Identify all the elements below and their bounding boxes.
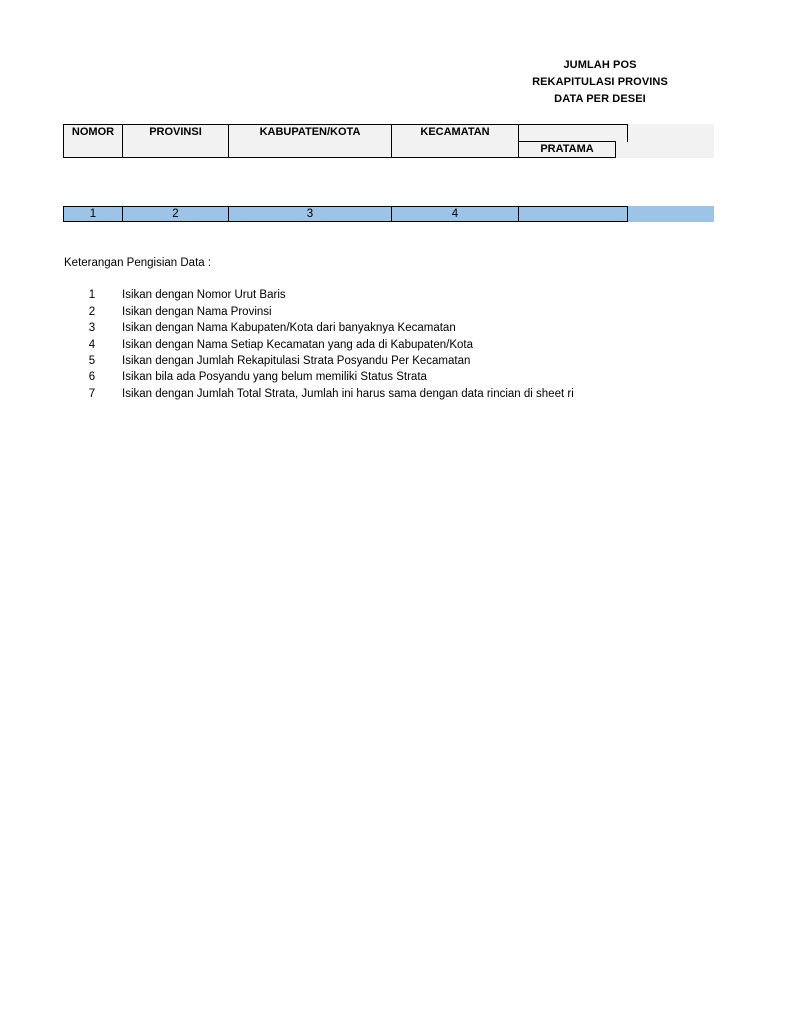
note-text: Isikan bila ada Posyandu yang belum memiliki Status Strata <box>122 371 427 383</box>
header-provinsi[interactable]: PROVINSI <box>122 124 229 158</box>
header-band <box>614 124 714 158</box>
title-line-3: DATA PER DESEI <box>554 93 646 105</box>
note-number: 4 <box>88 339 96 351</box>
note-number: 6 <box>88 371 96 383</box>
colnum-1[interactable]: 1 <box>63 206 123 222</box>
colnum-5[interactable] <box>518 206 628 222</box>
note-number: 5 <box>88 355 96 367</box>
notes-title: Keterangan Pengisian Data : <box>64 257 212 269</box>
number-band <box>614 206 714 222</box>
note-text: Isikan dengan Nama Provinsi <box>122 306 272 318</box>
header-nomor[interactable]: NOMOR <box>63 124 123 158</box>
header-kecamatan[interactable]: KECAMATAN <box>391 124 519 158</box>
note-text: Isikan dengan Nomor Urut Baris <box>122 289 286 301</box>
note-number: 1 <box>88 289 96 301</box>
note-text: Isikan dengan Jumlah Total Strata, Jumlah ini harus sama dengan data rincian di sheet ri <box>122 388 574 400</box>
title-line-1: JUMLAH POS <box>563 59 637 71</box>
note-number: 2 <box>88 306 96 318</box>
header-pratama[interactable]: PRATAMA <box>518 141 616 158</box>
header-strata-group[interactable] <box>518 124 628 142</box>
colnum-4[interactable]: 4 <box>391 206 519 222</box>
note-text: Isikan dengan Nama Kabupaten/Kota dari banyaknya Kecamatan <box>122 322 456 334</box>
note-number: 3 <box>88 322 96 334</box>
colnum-3[interactable]: 3 <box>228 206 392 222</box>
colnum-2[interactable]: 2 <box>122 206 229 222</box>
title-line-2: REKAPITULASI PROVINS <box>532 76 668 88</box>
note-text: Isikan dengan Jumlah Rekapitulasi Strata Posyandu Per Kecamatan <box>122 355 471 367</box>
note-number: 7 <box>88 388 96 400</box>
note-text: Isikan dengan Nama Setiap Kecamatan yang ada di Kabupaten/Kota <box>122 339 473 351</box>
header-kabupaten-kota[interactable]: KABUPATEN/KOTA <box>228 124 392 158</box>
